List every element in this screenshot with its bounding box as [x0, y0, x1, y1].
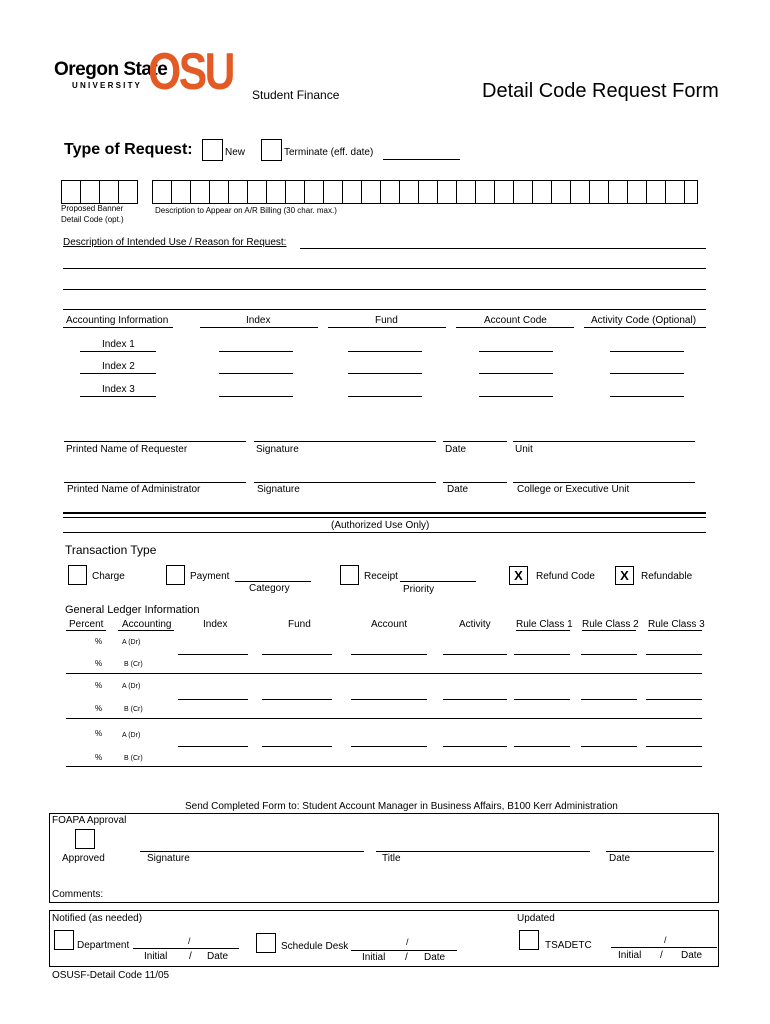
- gl-header-index: Index: [203, 619, 228, 630]
- intended-use-line-1[interactable]: [300, 248, 706, 249]
- gl-1-rule-2[interactable]: [581, 654, 637, 655]
- terminate-date-line[interactable]: [383, 159, 460, 160]
- payment-label: Payment: [190, 571, 230, 582]
- admin-name-field[interactable]: [64, 482, 246, 483]
- gl-2-activity[interactable]: [443, 699, 507, 700]
- foapa-title: FOAPA Approval: [52, 815, 127, 826]
- gl-3-fund[interactable]: [262, 746, 332, 747]
- gl-1-index[interactable]: [178, 654, 248, 655]
- type-of-request-label: Type of Request:: [64, 141, 193, 158]
- foapa-date-field[interactable]: [606, 851, 714, 852]
- department-initial-label: Initial: [144, 951, 168, 962]
- new-checkbox[interactable]: [202, 139, 223, 161]
- gl-header-account: Account: [371, 619, 408, 630]
- refund-code-checkbox[interactable]: X: [509, 566, 528, 585]
- new-label: New: [225, 147, 246, 158]
- index-1-activity-field[interactable]: [610, 351, 684, 352]
- updated-label: Updated: [517, 913, 555, 924]
- category-label: Category: [249, 583, 290, 594]
- foapa-title-label: Title: [382, 853, 401, 864]
- receipt-label: Receipt: [364, 571, 398, 582]
- gl-3-index[interactable]: [178, 746, 248, 747]
- refund-code-label: Refund Code: [536, 571, 595, 582]
- department-label: Department: [77, 940, 130, 951]
- gl-pct: %: [95, 659, 103, 668]
- intended-use-line-2[interactable]: [63, 268, 706, 269]
- gl-1-fund[interactable]: [262, 654, 332, 655]
- gl-pct: %: [95, 753, 103, 762]
- index-1-account-field[interactable]: [479, 351, 553, 352]
- gl-2-fund[interactable]: [262, 699, 332, 700]
- gl-pct: %: [95, 681, 103, 690]
- department-slash-top: /: [188, 936, 191, 946]
- gl-3-activity[interactable]: [443, 746, 507, 747]
- gl-pct: %: [95, 729, 103, 738]
- gl-2-account[interactable]: [351, 699, 427, 700]
- receipt-checkbox[interactable]: [340, 565, 359, 585]
- acct-header-account-code: Account Code: [484, 315, 547, 326]
- tsadetc-initial-label: Initial: [618, 950, 642, 961]
- gl-cr: B (Cr): [124, 706, 143, 713]
- gl-2-rule-2[interactable]: [581, 699, 637, 700]
- admin-college-field[interactable]: [513, 482, 695, 483]
- gl-cr: B (Cr): [124, 755, 143, 762]
- authorized-use-label: (Authorized Use Only): [331, 520, 430, 531]
- requester-unit-label: Unit: [515, 444, 533, 455]
- gl-2-rule-3[interactable]: [646, 699, 702, 700]
- authorized-divider-top: [63, 512, 706, 514]
- requester-date-field[interactable]: [443, 441, 507, 442]
- approved-checkbox[interactable]: [75, 829, 95, 849]
- tsadetc-slash: /: [660, 950, 663, 961]
- logo-oregon-state: Oregon State: [54, 59, 168, 80]
- foapa-signature-field[interactable]: [140, 851, 364, 852]
- gl-header-percent: Percent: [69, 619, 104, 630]
- schedule-desk-checkbox[interactable]: [256, 933, 276, 953]
- gl-header-accounting: Accounting: [122, 619, 172, 630]
- tsadetc-slash-top: /: [664, 935, 667, 945]
- admin-name-label: Printed Name of Administrator: [67, 484, 201, 495]
- department-checkbox[interactable]: [54, 930, 74, 950]
- banner-code-label-1: Proposed Banner: [61, 204, 124, 213]
- index-1-index-field[interactable]: [219, 351, 293, 352]
- gl-header-rule-class-2: Rule Class 2: [582, 619, 639, 630]
- logo-osu: OSU: [148, 43, 234, 101]
- acct-row-index-1: Index 1: [102, 339, 135, 350]
- gl-3-account[interactable]: [351, 746, 427, 747]
- schedule-desk-slash-top: /: [406, 937, 409, 947]
- gl-header-fund: Fund: [288, 619, 311, 630]
- intended-use-label: Description of Intended Use / Reason for Request:: [63, 237, 287, 248]
- category-field[interactable]: [235, 581, 311, 582]
- authorized-divider-under: [63, 532, 706, 533]
- requester-name-field[interactable]: [64, 441, 246, 442]
- charge-label: Charge: [92, 571, 125, 582]
- charge-checkbox[interactable]: [68, 565, 87, 585]
- requester-unit-field[interactable]: [513, 441, 695, 442]
- acct-header-fund: Fund: [375, 315, 398, 326]
- refundable-label: Refundable: [641, 571, 693, 582]
- schedule-desk-slash: /: [405, 952, 408, 963]
- gl-3-rule-2[interactable]: [581, 746, 637, 747]
- payment-checkbox[interactable]: [166, 565, 185, 585]
- foapa-signature-label: Signature: [147, 853, 190, 864]
- transaction-type-title: Transaction Type: [65, 543, 157, 557]
- gl-2-rule-1[interactable]: [514, 699, 570, 700]
- acct-row-index-2: Index 2: [102, 361, 135, 372]
- banner-code-label-2: Detail Code (opt.): [61, 215, 124, 224]
- acct-header-info: Accounting Information: [66, 315, 169, 326]
- form-code-footer: OSUSF-Detail Code 11/05: [52, 970, 170, 981]
- send-to-instructions: Send Completed Form to: Student Account Manager in Business Affairs, B100 Kerr Administration: [185, 801, 618, 812]
- gl-dr: A (Dr): [122, 732, 141, 739]
- terminate-label: Terminate (eff. date): [284, 147, 374, 158]
- department-initial-date-field[interactable]: [133, 948, 239, 949]
- tsadetc-checkbox[interactable]: [519, 930, 539, 950]
- refundable-checkbox[interactable]: X: [615, 566, 634, 585]
- gl-cr: B (Cr): [124, 661, 143, 668]
- schedule-desk-initial-date-field[interactable]: [351, 950, 457, 951]
- acct-header-activity-code: Activity Code (Optional): [591, 315, 697, 326]
- gl-pct: %: [95, 637, 103, 646]
- acct-row-index-3: Index 3: [102, 384, 135, 395]
- index-3-fund-field[interactable]: [348, 396, 422, 397]
- schedule-desk-date-label: Date: [424, 952, 446, 963]
- foapa-title-field[interactable]: [376, 851, 590, 852]
- intended-use-line-3[interactable]: [63, 289, 706, 290]
- approved-label: Approved: [62, 853, 105, 864]
- tsadetc-date-label: Date: [681, 950, 703, 961]
- department-slash: /: [189, 951, 192, 962]
- gl-header-rule-class-1: Rule Class 1: [516, 619, 573, 630]
- gl-pct: %: [95, 704, 103, 713]
- schedule-desk-initial-label: Initial: [362, 952, 386, 963]
- requester-date-label: Date: [445, 444, 467, 455]
- index-3-account-field[interactable]: [479, 396, 553, 397]
- admin-date-field[interactable]: [443, 482, 507, 483]
- index-2-activity-field[interactable]: [610, 373, 684, 374]
- description-label: Description to Appear on A/R Billing (30 char. max.): [155, 206, 337, 215]
- acct-header-index: Index: [246, 315, 271, 326]
- gl-dr: A (Dr): [122, 683, 141, 690]
- tsadetc-label: TSADETC: [545, 940, 592, 951]
- gl-header-activity: Activity: [459, 619, 491, 630]
- admin-signature-field[interactable]: [254, 482, 436, 483]
- notified-title: Notified (as needed): [52, 913, 143, 924]
- requester-signature-field[interactable]: [254, 441, 436, 442]
- tsadetc-initial-date-field[interactable]: [611, 947, 717, 948]
- authorized-divider-bottom: [63, 517, 706, 518]
- admin-college-label: College or Executive Unit: [517, 484, 630, 495]
- foapa-date-label: Date: [609, 853, 631, 864]
- priority-field[interactable]: [400, 581, 476, 582]
- index-2-account-field[interactable]: [479, 373, 553, 374]
- intended-use-line-4[interactable]: [63, 309, 706, 310]
- gl-3-rule-3[interactable]: [646, 746, 702, 747]
- index-1-fund-field[interactable]: [348, 351, 422, 352]
- index-3-index-field[interactable]: [219, 396, 293, 397]
- gl-1-rule-3[interactable]: [646, 654, 702, 655]
- form-title: Detail Code Request Form: [482, 80, 719, 102]
- schedule-desk-label: Schedule Desk: [281, 941, 349, 952]
- index-2-index-field[interactable]: [219, 373, 293, 374]
- department-name: Student Finance: [252, 88, 340, 102]
- admin-signature-label: Signature: [257, 484, 300, 495]
- gl-1-activity[interactable]: [443, 654, 507, 655]
- gl-1-account[interactable]: [351, 654, 427, 655]
- requester-signature-label: Signature: [256, 444, 299, 455]
- logo-university: U N I V E R S I T Y: [72, 81, 140, 90]
- gl-2-index[interactable]: [178, 699, 248, 700]
- gl-1-rule-1[interactable]: [514, 654, 570, 655]
- gl-3-rule-1[interactable]: [514, 746, 570, 747]
- index-3-activity-field[interactable]: [610, 396, 684, 397]
- gl-title: General Ledger Information: [65, 604, 200, 616]
- gl-dr: A (Dr): [122, 639, 141, 646]
- admin-date-label: Date: [447, 484, 469, 495]
- comments-label: Comments:: [52, 889, 104, 900]
- requester-name-label: Printed Name of Requester: [66, 444, 188, 455]
- terminate-checkbox[interactable]: [261, 139, 282, 161]
- index-2-fund-field[interactable]: [348, 373, 422, 374]
- gl-header-rule-class-3: Rule Class 3: [648, 619, 705, 630]
- priority-label: Priority: [403, 584, 435, 595]
- department-date-label: Date: [207, 951, 229, 962]
